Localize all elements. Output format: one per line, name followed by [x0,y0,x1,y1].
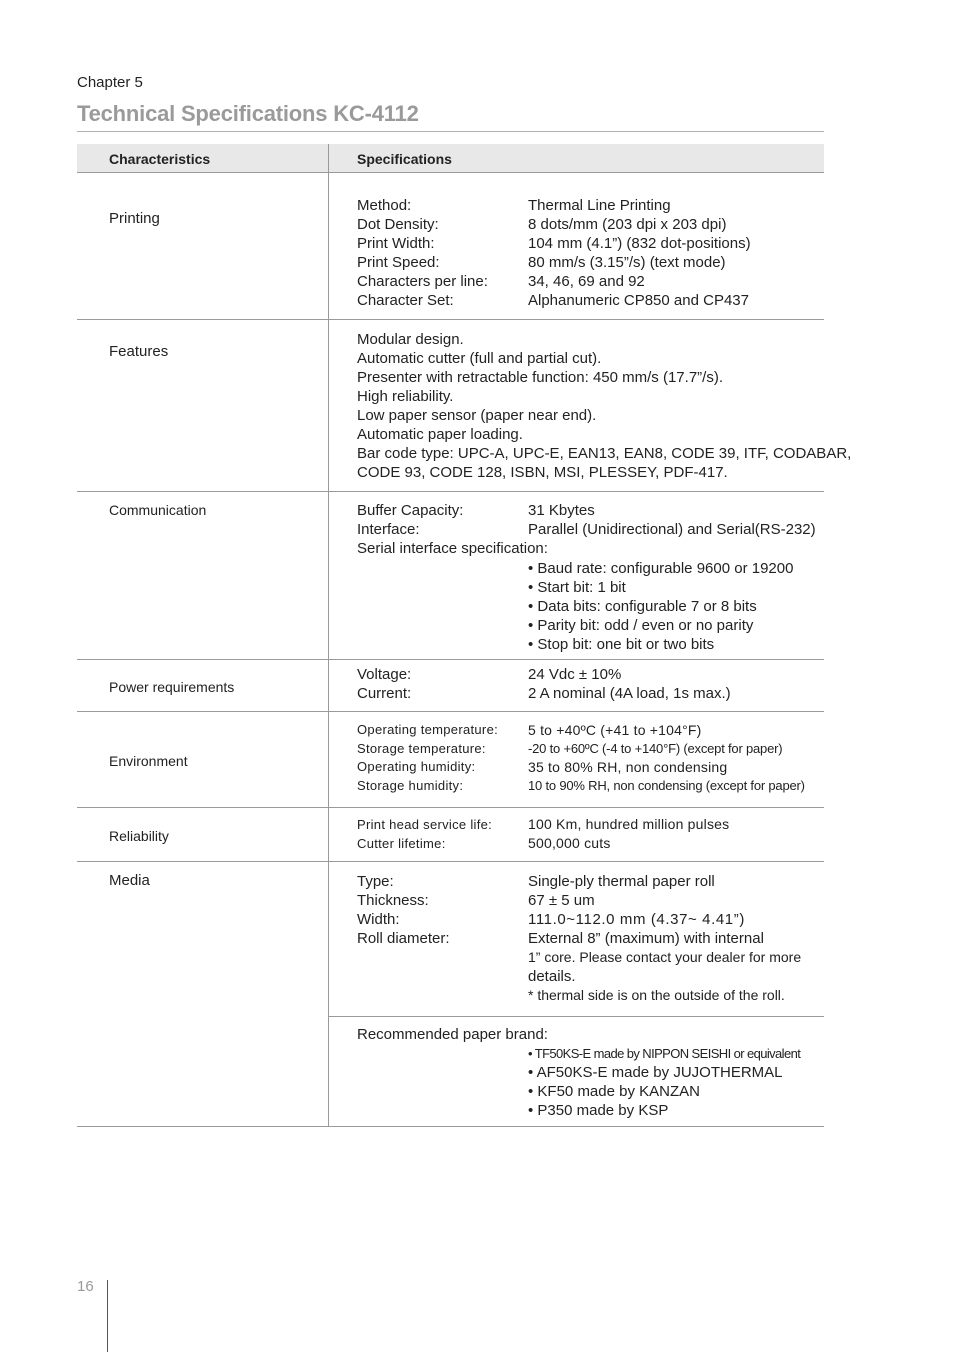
row-label-communication: Communication [109,502,207,518]
spec-table [77,144,852,1119]
media-sub-divider [328,1016,824,1017]
spec-key: Print Speed: [357,254,440,271]
spec-value: 8 dots/mm (203 dpi x 203 dpi) [528,216,727,233]
reliability-specs [357,815,729,853]
spec-line [357,234,751,253]
spec-key: Operating temperature: [357,722,499,737]
row-label-media: Media [109,872,150,889]
feature-line: Low paper sensor (paper near end). [357,407,597,424]
spec-line [357,665,731,684]
media-note: details. [528,968,576,985]
spec-key: Thickness: [357,892,429,909]
spec-value: 100 Km, hundred million pulses [528,816,730,832]
spec-value: 31 Kbytes [528,502,595,519]
row-power [77,660,824,712]
spec-line [357,910,801,929]
feature-line: Automatic paper loading. [357,426,523,443]
row-label-environment: Environment [109,753,188,769]
serial-item: • Start bit: 1 bit [528,579,626,596]
brand-item: • TF50KS-E made by NIPPON SEISHI or equivalent [528,1046,801,1061]
row-label-power: Power requirements [109,679,235,695]
spec-key: Type: [357,873,394,890]
feature-line: Automatic cutter (full and partial cut). [357,350,602,367]
spec-key: Current: [357,685,412,702]
spec-key: Cutter lifetime: [357,836,446,851]
media-note: * thermal side is on the outside of the roll. [528,987,785,1003]
media-note: 1” core. Please contact your dealer for more [528,949,802,965]
spec-line [357,929,801,948]
row-label-printing: Printing [109,210,160,227]
power-specs [357,665,731,703]
spec-value: 5 to +40ºC (+41 to +104°F) [528,722,702,738]
page-title: Technical Specifications KC-4112 [77,101,419,126]
chapter-label: Chapter 5 [77,74,143,91]
environment-specs [357,721,805,795]
spec-line [357,684,731,703]
spec-key: Voltage: [357,666,412,683]
feature-line: CODE 93, CODE 128, ISBN, MSI, PLESSEY, PDF-417. [357,464,728,481]
serial-item: • Data bits: configurable 7 or 8 bits [528,598,757,615]
spec-key: Dot Density: [357,216,439,233]
spec-key: Interface: [357,521,420,538]
spec-key: Storage temperature: [357,740,486,756]
media-brands [357,1025,800,1120]
spec-value: 10 to 90% RH, non condensing (except for paper) [528,777,805,793]
spec-line [357,215,751,234]
spec-value: Parallel (Unidirectional) and Serial(RS-232) [528,521,816,538]
page-number: 16 [77,1278,94,1295]
feature-line: Bar code type: UPC-A, UPC-E, EAN13, EAN8, CODE 39, ITF, CODABAR, [357,445,852,462]
brand-item: • AF50KS-E made by JUJOTHERMAL [528,1064,783,1081]
spec-key: Width: [357,911,400,928]
media-specs [357,872,801,1005]
brand-item: • P350 made by KSP [528,1102,669,1119]
spec-line [357,740,805,759]
serial-label: Serial interface specification: [357,540,548,557]
spec-line [357,891,801,910]
row-media [77,862,824,1127]
row-label-reliability: Reliability [109,828,169,844]
spec-line [357,291,751,310]
brand-label: Recommended paper brand: [357,1026,548,1043]
serial-item: • Parity bit: odd / even or no parity [528,617,754,634]
row-label-features: Features [109,343,169,360]
spec-line [357,777,805,796]
spec-key: Print Width: [357,235,435,252]
spec-value: 67 ± 5 um [528,892,595,909]
features-specs [357,330,851,482]
spec-line [357,272,751,291]
spec-key: Character Set: [357,292,454,309]
row-communication [77,492,824,660]
spec-value: 104 mm (4.1”) (832 dot-positions) [528,235,751,252]
spec-key: Characters per line: [357,273,488,290]
spec-value: 24 Vdc ± 10% [528,666,622,683]
spec-line [357,758,805,777]
header-characteristics: Characteristics [109,151,211,167]
spec-line [357,872,801,891]
printing-specs [357,196,751,310]
spec-value: Thermal Line Printing [528,197,671,214]
spec-value: External 8” (maximum) with internal [528,930,764,947]
header-specifications: Specifications [357,151,452,167]
spec-key: Print head service life: [357,817,493,832]
spec-value: Single-ply thermal paper roll [528,873,715,890]
spec-key: Buffer Capacity: [357,502,464,519]
spec-line [357,834,729,853]
brand-item: • KF50 made by KANZAN [528,1083,700,1100]
spec-value: -20 to +60ºC (-4 to +140°F) (except for paper) [528,740,783,756]
spec-line [357,196,751,215]
spec-value: 500,000 cuts [528,835,611,851]
serial-item: • Stop bit: one bit or two bits [528,636,715,653]
spec-line [357,520,816,539]
communication-specs [357,501,816,654]
page-number-rule [107,1280,108,1352]
row-reliability [77,808,824,862]
spec-line [357,253,751,272]
feature-line: Modular design. [357,331,464,348]
spec-line [357,721,805,740]
feature-line: Presenter with retractable function: 450 mm/s (17.7”/s). [357,369,723,386]
serial-item: • Baud rate: configurable 9600 or 19200 [528,560,794,577]
row-features [77,320,852,492]
spec-value: 35 to 80% RH, non condensing [528,759,728,775]
row-environment [77,712,824,808]
table-header [77,144,824,173]
spec-key: Operating humidity: [357,759,476,774]
spec-line [357,501,816,520]
row-printing [77,173,824,320]
spec-value: 80 mm/s (3.15”/s) (text mode) [528,254,726,271]
feature-line: High reliability. [357,388,454,405]
spec-line [357,815,729,834]
spec-key: Roll diameter: [357,930,450,947]
spec-value: 2 A nominal (4A load, 1s max.) [528,685,731,702]
spec-value: 111.0~112.0 mm (4.37~ 4.41”) [528,911,745,928]
spec-value: Alphanumeric CP850 and CP437 [528,292,749,309]
spec-value: 34, 46, 69 and 92 [528,273,645,290]
title-divider [77,131,824,132]
spec-key: Storage humidity: [357,777,464,793]
spec-key: Method: [357,197,412,214]
